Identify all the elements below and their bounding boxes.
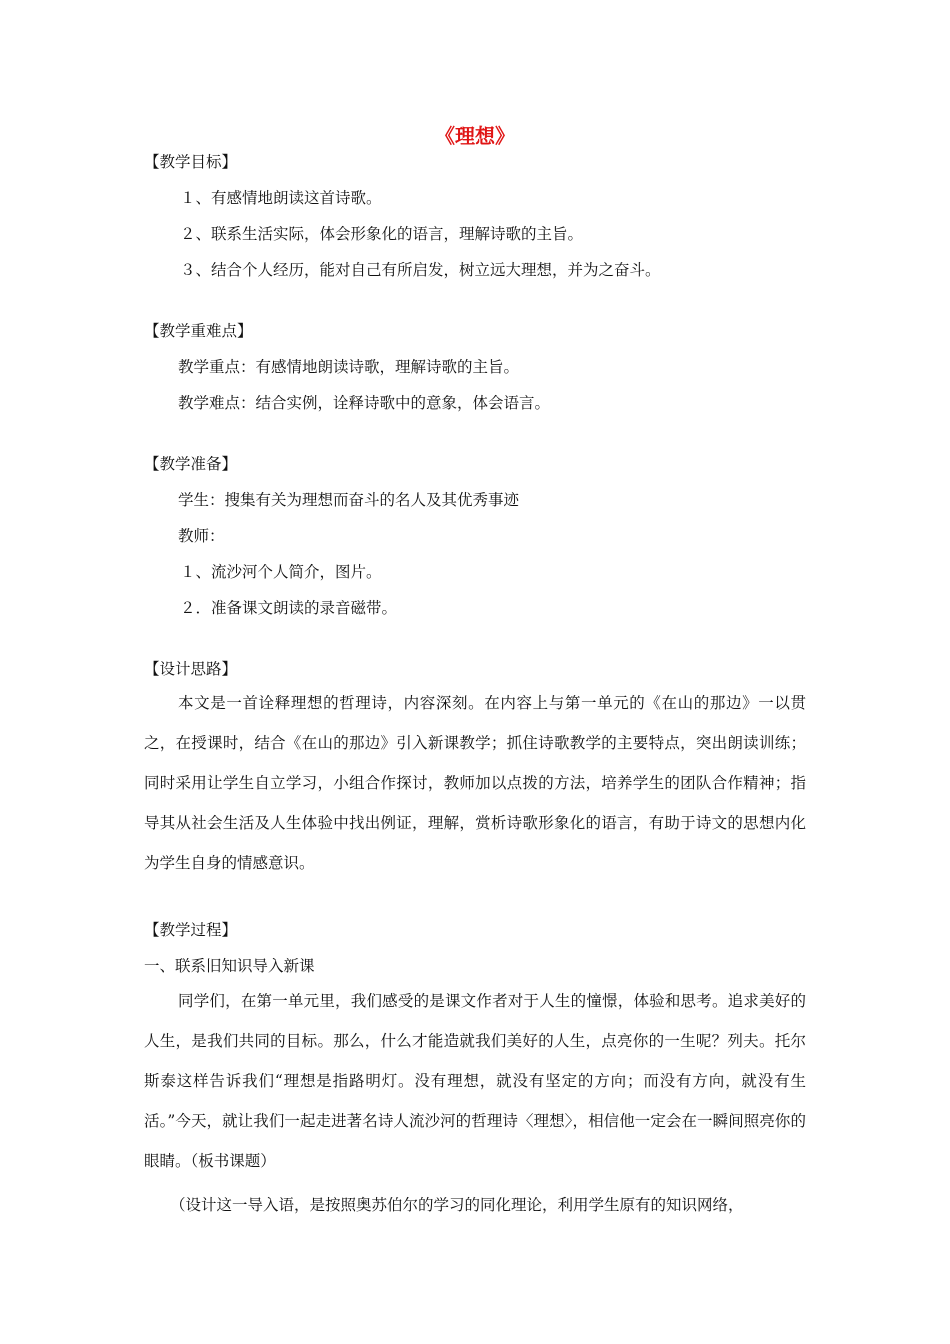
objective-item: ３、结合个人经历，能对自己有所启发，树立远大理想，并为之奋斗。	[180, 261, 661, 279]
process-subheading: 一、联系旧知识导入新课	[144, 957, 315, 975]
key-point-line: 教学重点：有感情地朗读诗歌，理解诗歌的主旨。	[178, 358, 520, 376]
preparation-item: ２．准备课文朗读的录音磁带。	[180, 599, 398, 617]
objective-item: ２、联系生活实际，体会形象化的语言，理解诗歌的主旨。	[180, 225, 584, 243]
objective-item: １、有感情地朗读这首诗歌。	[180, 189, 382, 207]
section-heading-design: 【设计思路】	[144, 660, 238, 678]
intro-paragraph: 同学们，在第一单元里，我们感受的是课文作者对于人生的憧憬，体验和思考。追求美好的人生，是我们共同的目标。那么，什么才能造就我们美好的人生，点亮你的一生呢？列夫。托尔斯泰这样告诉我们“理想是指路明灯。没有理想，就没有坚定的方向；而没有方向，就没有生活。”今天，就让我们一起走进著名诗人流沙河的哲理诗〈理想〉，相信他一定会在一瞬间照亮你的眼睛。（板书课题）	[144, 992, 806, 1170]
section-heading-preparation: 【教学准备】	[144, 455, 238, 473]
design-paragraph: 本文是一首诠释理想的哲理诗，内容深刻。在内容上与第一单元的《在山的那边》一以贯之，在授课时，结合《在山的那边》引入新课教学；抓住诗歌教学的主要特点，突出朗读训练；同时采用让学生自立学习，小组合作探讨，教师加以点拨的方法，培养学生的团队合作精神；指导其从社会生活及人生体验中找出例证，理解，赏析诗歌形象化的语言，有助于诗文的思想内化为学生自身的情感意识。	[144, 694, 806, 872]
difficult-point-line: 教学难点：结合实例，诠释诗歌中的意象，体会语言。	[178, 394, 551, 412]
section-heading-key-points: 【教学重难点】	[144, 322, 253, 340]
section-heading-objectives: 【教学目标】	[144, 153, 238, 171]
design-note: （设计这一导入语，是按照奥苏伯尔的学习的同化理论，利用学生原有的知识网络，	[170, 1196, 744, 1214]
preparation-item: １、流沙河个人简介，图片。	[180, 563, 382, 581]
section-heading-process: 【教学过程】	[144, 921, 238, 939]
teacher-preparation-label: 教师：	[178, 527, 225, 545]
student-preparation: 学生：搜集有关为理想而奋斗的名人及其优秀事迹	[178, 491, 520, 509]
document-title: 《理想》	[435, 124, 515, 148]
